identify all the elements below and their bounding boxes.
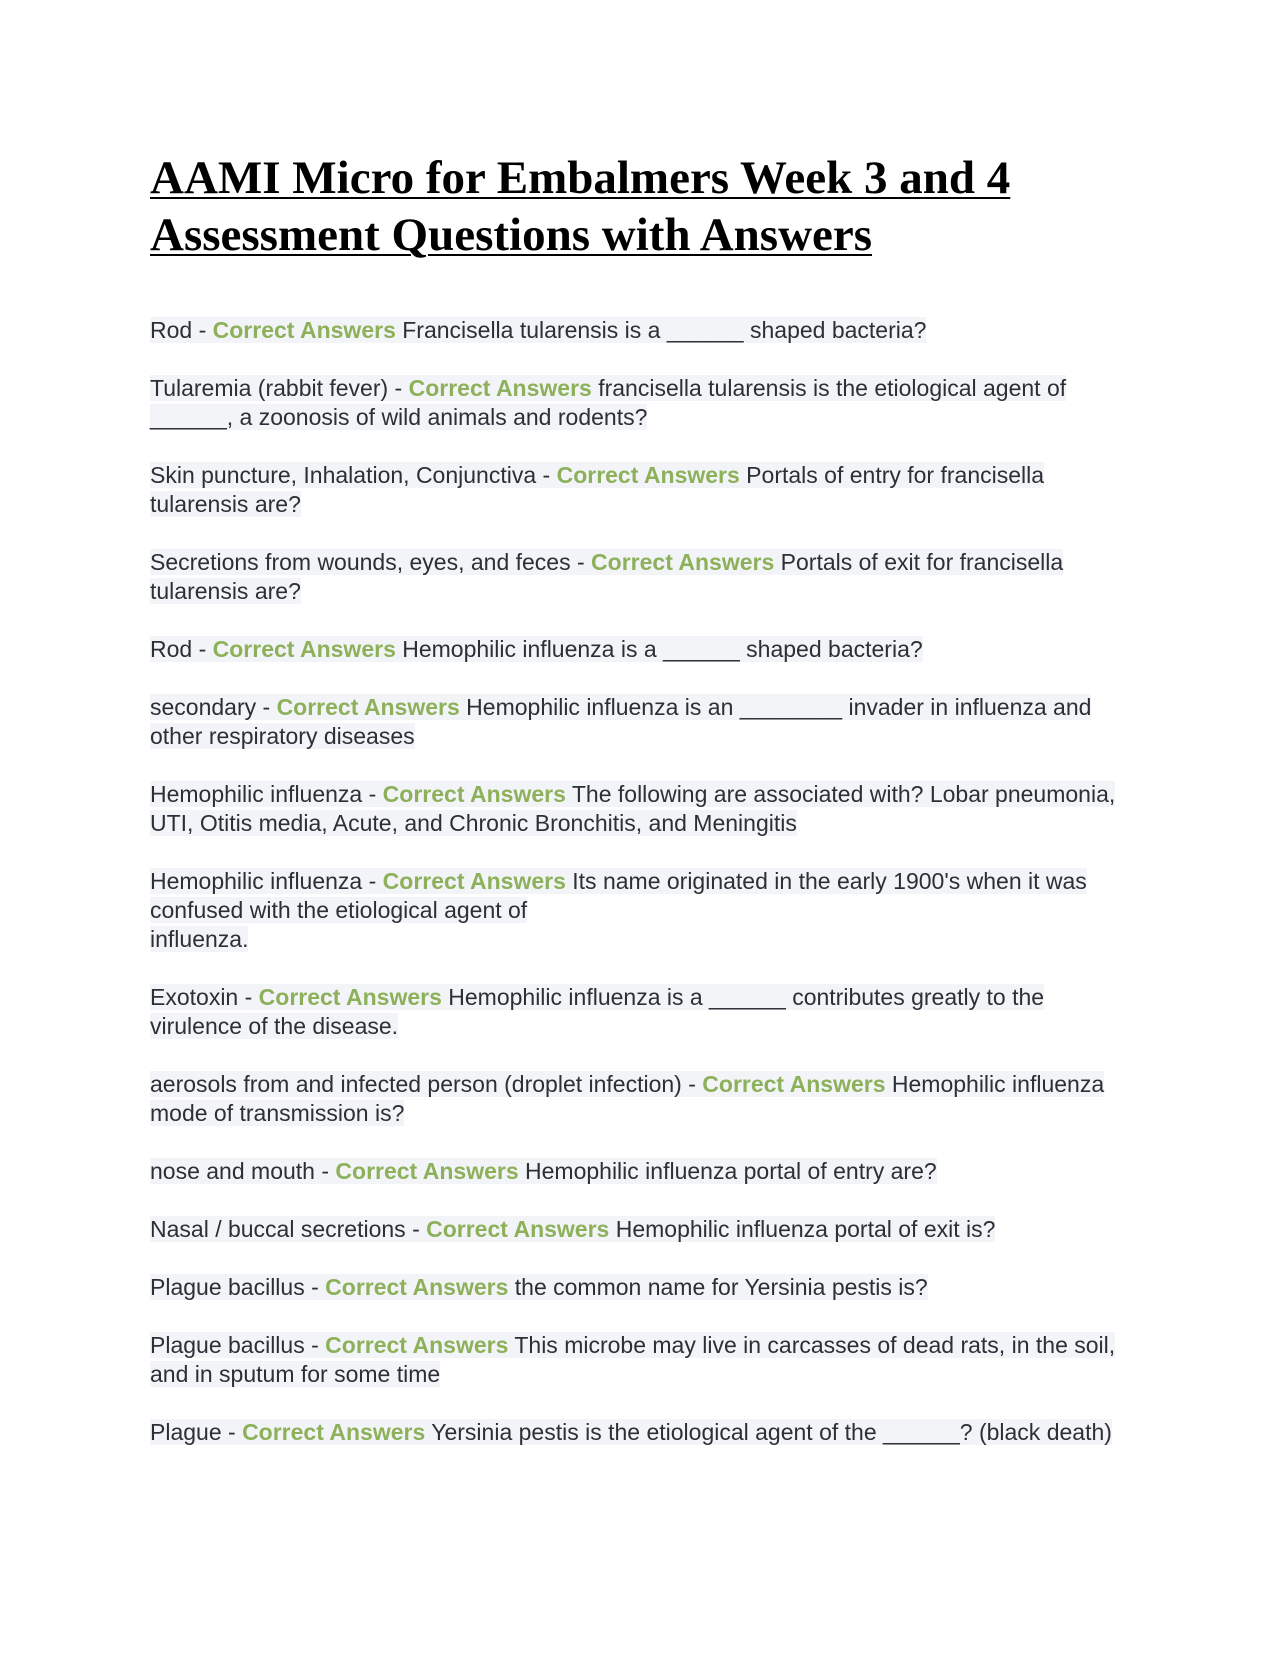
correct-answers-label: Correct Answers (212, 317, 396, 343)
question-text: francisella tularensis is the etiological agent of ______, a zoonosis of wild animals and rodents? (150, 375, 1067, 430)
answer-text: Secretions from wounds, eyes, and feces - (150, 549, 592, 575)
answer-text: Hemophilic influenza - (150, 868, 383, 894)
qa-item (150, 316, 1130, 345)
question-text: Hemophilic influenza portal of entry are? (518, 1158, 937, 1184)
qa-item (150, 1273, 1130, 1302)
question-text: Hemophilic influenza is a ______ shaped bacteria? (395, 636, 923, 662)
question-text: Hemophilic influenza is a ______ contributes greatly to the virulence of the disease. (150, 984, 1045, 1039)
correct-answers-label: Correct Answers (335, 1158, 519, 1184)
answer-text: nose and mouth - (150, 1158, 336, 1184)
qa-item (150, 1070, 1130, 1128)
question-text: Hemophilic influenza is an ________ invader in influenza and other respiratory diseases (150, 694, 1092, 749)
qa-item (150, 461, 1130, 519)
correct-answers-label: Correct Answers (382, 781, 566, 807)
document-page (150, 150, 1130, 1476)
question-text: Francisella tularensis is a ______ shaped bacteria? (395, 317, 927, 343)
qa-item (150, 1157, 1130, 1186)
question-text: Portals of entry for francisella tularensis are? (150, 462, 1045, 517)
correct-answers-label: Correct Answers (212, 636, 396, 662)
qa-item (150, 548, 1130, 606)
answer-text: Plague - (150, 1419, 243, 1445)
qa-item (150, 780, 1130, 838)
document-title: AAMI Micro for Embalmers Week 3 and 4 Assessment Questions with Answers (150, 152, 1011, 261)
question-text: Hemophilic influenza portal of exit is? (609, 1216, 996, 1242)
answer-text: Tularemia (rabbit fever) - (150, 375, 409, 401)
answer-text: Skin puncture, Inhalation, Conjunctiva - (150, 462, 557, 488)
correct-answers-label: Correct Answers (556, 462, 740, 488)
correct-answers-label: Correct Answers (591, 549, 775, 575)
correct-answers-label: Correct Answers (382, 868, 566, 894)
question-text: Yersinia pestis is the etiological agent of the ______? (black death) (425, 1419, 1112, 1445)
question-text: The following are associated with? Lobar pneumonia, UTI, Otitis media, Acute, and Chronic Bronchitis, and Meningitis (150, 781, 1116, 836)
answer-text: aerosols from and infected person (droplet infection) - (150, 1071, 703, 1097)
answer-text: Plague bacillus - (150, 1332, 326, 1358)
answer-text: Rod - (150, 317, 213, 343)
correct-answers-label: Correct Answers (258, 984, 442, 1010)
answer-text: Rod - (150, 636, 213, 662)
question-text: Its name originated in the early 1900's when it was confused with the etiological agent of influenza. (150, 868, 1087, 952)
question-text: This microbe may live in carcasses of dead rats, in the soil, and in sputum for some time (150, 1332, 1116, 1387)
qa-item (150, 867, 1130, 954)
correct-answers-label: Correct Answers (325, 1274, 509, 1300)
qa-item (150, 983, 1130, 1041)
correct-answers-label: Correct Answers (702, 1071, 886, 1097)
correct-answers-label: Correct Answers (276, 694, 460, 720)
answer-text: Hemophilic influenza - (150, 781, 383, 807)
answer-text: secondary - (150, 694, 277, 720)
qa-item (150, 635, 1130, 664)
correct-answers-label: Correct Answers (325, 1332, 509, 1358)
correct-answers-label: Correct Answers (408, 375, 592, 401)
qa-item (150, 1418, 1130, 1447)
qa-item (150, 1215, 1130, 1244)
correct-answers-label: Correct Answers (426, 1216, 610, 1242)
correct-answers-label: Correct Answers (242, 1419, 426, 1445)
qa-item (150, 1331, 1130, 1389)
qa-list (150, 316, 1130, 1447)
answer-text: Plague bacillus - (150, 1274, 326, 1300)
question-text: Portals of exit for francisella tularensis are? (150, 549, 1064, 604)
answer-text: Exotoxin - (150, 984, 259, 1010)
qa-item (150, 374, 1130, 432)
question-text: the common name for Yersinia pestis is? (508, 1274, 928, 1300)
question-text: Hemophilic influenza mode of transmission is? (150, 1071, 1105, 1126)
qa-item (150, 693, 1130, 751)
answer-text: Nasal / buccal secretions - (150, 1216, 427, 1242)
